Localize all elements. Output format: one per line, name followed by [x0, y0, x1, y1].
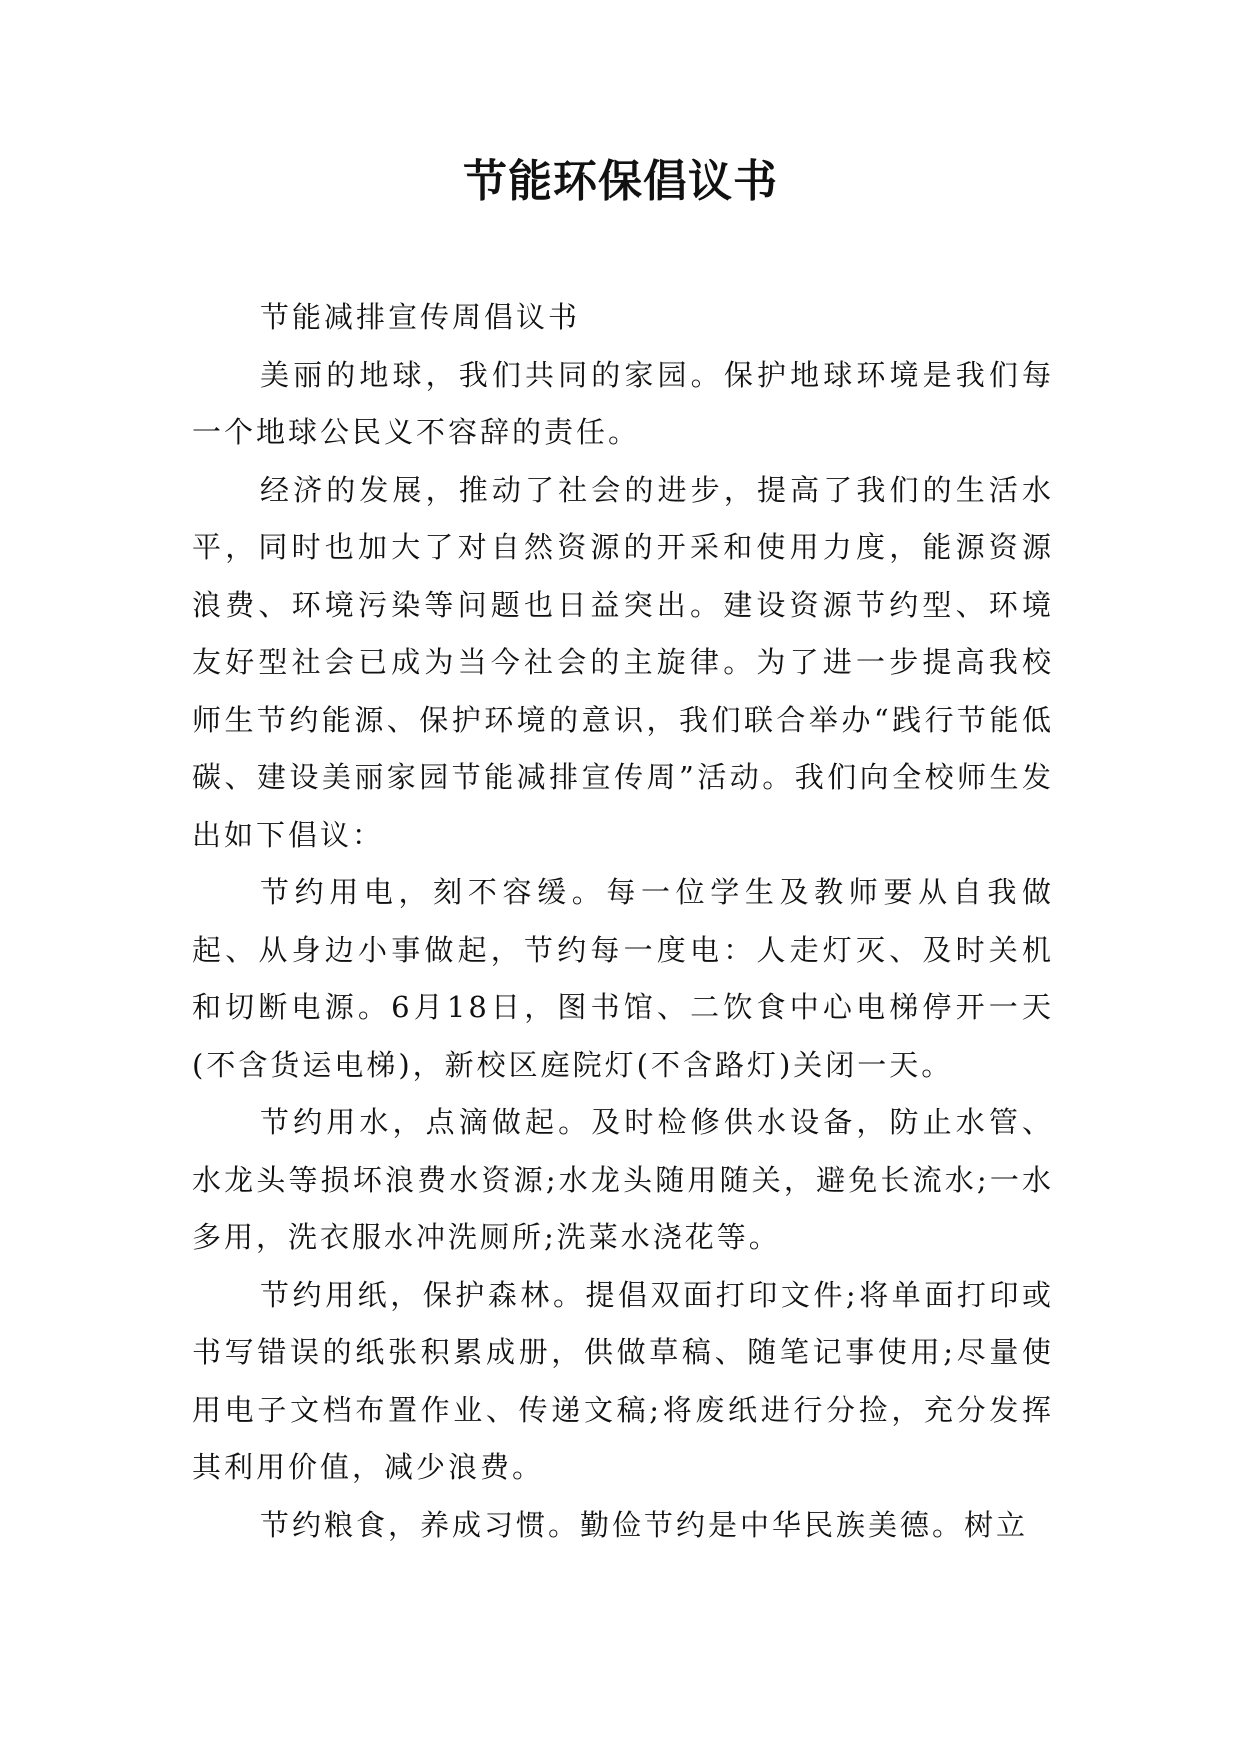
document-title: 节能环保倡议书	[463, 156, 778, 207]
paragraph-electricity: 节约用电，刻不容缓。每一位学生及教师要从自我做起、从身边小事做起，节约每一度电：人走灯灭、及时关机和切断电源。6月18日，图书馆、二饮食中心电梯停开一天(不含货运电梯)，新校区庭院灯(不含路灯)关闭一天。	[192, 875, 1054, 1082]
paragraph-background: 经济的发展，推动了社会的进步，提高了我们的生活水平，同时也加大了对自然资源的开采和使用力度，能源资源浪费、环境污染等问题也日益突出。建设资源节约型、环境友好型社会已成为当今社会的主旋律。为了进一步提高我校师生节约能源、保护环境的意识，我们联合举办“践行节能低碳、建设美丽家园节能减排宣传周”活动。我们向全校师生发出如下倡议：	[192, 472, 1054, 852]
paragraph-intro: 美丽的地球，我们共同的家园。保护地球环境是我们每一个地球公民义不容辞的责任。	[192, 357, 1054, 449]
paragraph-food: 节约粮食，养成习惯。勤俭节约是中华民族美德。树立	[260, 1507, 1029, 1542]
document-body	[192, 289, 1054, 1554]
paragraph-paper: 节约用纸，保护森林。提倡双面打印文件;将单面打印或书写错误的纸张积累成册，供做草稿、随笔记事使用;尽量使用电子文档布置作业、传递文稿;将废纸进行分捡，充分发挥其利用价值，减少浪费。	[192, 1277, 1054, 1484]
paragraph-water: 节约用水，点滴做起。及时检修供水设备，防止水管、水龙头等损坏浪费水资源;水龙头随用随关，避免长流水;一水多用，洗衣服水冲洗厕所;洗菜水浇花等。	[192, 1105, 1054, 1254]
paragraph-subtitle: 节能减排宣传周倡议书	[260, 300, 581, 334]
